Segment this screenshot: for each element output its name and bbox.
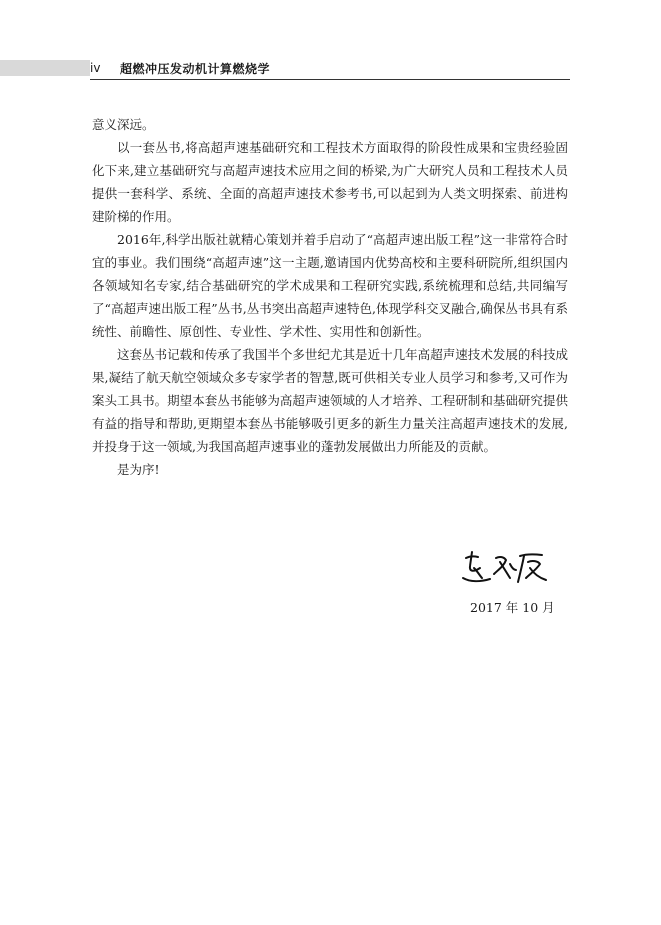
paragraph: 以一套丛书,将高超声速基础研究和工程技术方面取得的阶段性成果和宝贵经验固化下来,建立基础研究与高超声速技术应用之间的桥梁,为广大研究人员和工程技术人员提供一套科学、系统、全面的高超声速技术参考书,可以起到为人类文明探索、前进构建阶梯的作用。 xyxy=(92,140,568,224)
page-number: iv xyxy=(90,61,101,75)
closing-line: 是为序! xyxy=(117,462,160,477)
handwritten-signature xyxy=(460,548,550,588)
header-accent-band xyxy=(0,60,90,76)
preface-body xyxy=(92,113,568,481)
paragraph-continuation: 意义深远。 xyxy=(92,117,155,132)
book-title: 超燃冲压发动机计算燃烧学 xyxy=(120,62,271,76)
paragraph: 这套丛书记载和传承了我国半个多世纪尤其是近十几年高超声速技术发展的科技成果,凝结了航天航空领域众多专家学者的智慧,既可供相关专业人员学习和参考,又可作为案头工具书。期望本套丛书能够为高超声速领域的人才培养、工程研制和基础研究提供有益的指导和帮助,更期望本套丛书能够吸引更多的新生力量关注高超声速技术的发展,并投身于这一领域,为我国高超声速事业的蓬勃发展做出力所能及的贡献。 xyxy=(92,347,568,454)
signature-date: 2017 年 10 月 xyxy=(470,600,555,615)
paragraph: 2016年,科学出版社就精心策划并着手启动了“高超声速出版工程”这一非常符合时宜的事业。我们围绕“高超声速”这一主题,邀请国内优势高校和主要科研院所,组织国内各领域知名专家,结合基础研究的学术成果和工程研究实践,系统梳理和总结,共同编写了“高超声速出版工程”丛书,丛书突出高超声速特色,体现学科交叉融合,确保丛书具有系统性、前瞻性、原创性、专业性、学术性、实用性和创新性。 xyxy=(92,232,568,339)
running-header xyxy=(90,60,570,80)
